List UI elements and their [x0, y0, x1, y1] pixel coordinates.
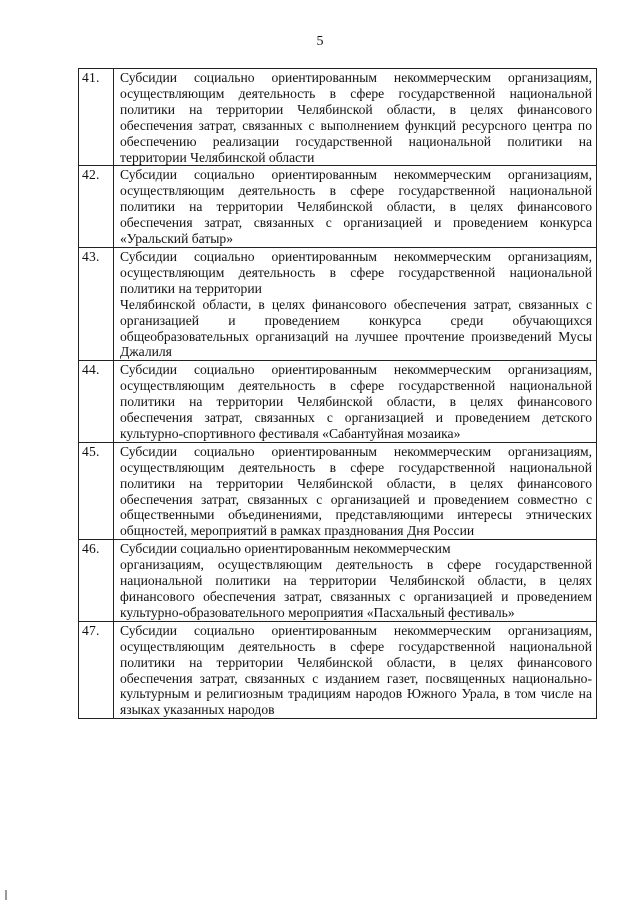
scan-edge-mark [5, 890, 7, 900]
row-number: 47. [79, 621, 114, 718]
subsidies-table [78, 68, 597, 719]
table-row [79, 69, 597, 166]
row-text: Субсидии социально ориентированным некоммерческим организациям, осуществляющим деятельность в сфере государственной национальной политики на территории Челябинской области, в целях финансового обеспечения затрат, связанных с изданием газет, посвященных национально-культурным и религиозным традициям народов Южного Урала, в том числе на языках указанных народов [114, 621, 597, 718]
row-number: 46. [79, 540, 114, 622]
row-text: Субсидии социально ориентированным некоммерческим организациям, осуществляющим деятельность в сфере государственной национальной политики на территории Челябинской области, в целях финансового обеспечения затрат, связанных с организацией и проведением конкурса среди обучающихся общеобразовательных организаций на лучшее прочтение произведений Мусы Джалиля [114, 247, 597, 360]
row-number: 44. [79, 361, 114, 443]
table-row [79, 361, 597, 443]
row-number: 42. [79, 166, 114, 248]
table-row [79, 247, 597, 360]
table-row [79, 621, 597, 718]
table-row [79, 442, 597, 539]
row-number: 41. [79, 69, 114, 166]
row-text: Субсидии социально ориентированным некоммерческим организациям, осуществляющим деятельность в сфере государственной национальной политики на территории Челябинской области, в целях финансового обеспечения затрат, связанных с организацией и проведением конкурса «Уральский батыр» [114, 166, 597, 248]
row-number: 43. [79, 247, 114, 360]
row-number: 45. [79, 442, 114, 539]
table-row [79, 540, 597, 622]
row-text: Субсидии социально ориентированным некоммерческим организациям, осуществляющим деятельность в сфере государственной национальной политики на территории Челябинской области, в целях финансового обеспечения затрат, связанных с организацией и проведением совместно с общественными объединениями, представляющими интересы этнических общностей, мероприятий в рамках празднования Дня России [114, 442, 597, 539]
row-text: Субсидии социально ориентированным некоммерческим организациям, осуществляющим деятельность в сфере государственной национальной политики на территории Челябинской области, в целях финансового обеспечения затрат, связанных с выполнением функций ресурсного центра по обеспечению реализации государственной национальной политики на территории Челябинской области [114, 69, 597, 166]
row-text: Субсидии социально ориентированным некоммерческим организациям, осуществляющим деятельность в сфере государственной национальной политики на территории Челябинской области, в целях финансового обеспечения затрат, связанных с организацией и проведением культурно-образовательного мероприятия «Пасхальный фестиваль» [114, 540, 597, 622]
table-row [79, 166, 597, 248]
row-text: Субсидии социально ориентированным некоммерческим организациям, осуществляющим деятельность в сфере государственной национальной политики на территории Челябинской области, в целях финансового обеспечения затрат, связанных с организацией и проведением детского культурно-спортивного фестиваля «Сабантуйная мозаика» [114, 361, 597, 443]
page-number: 5 [316, 34, 324, 49]
